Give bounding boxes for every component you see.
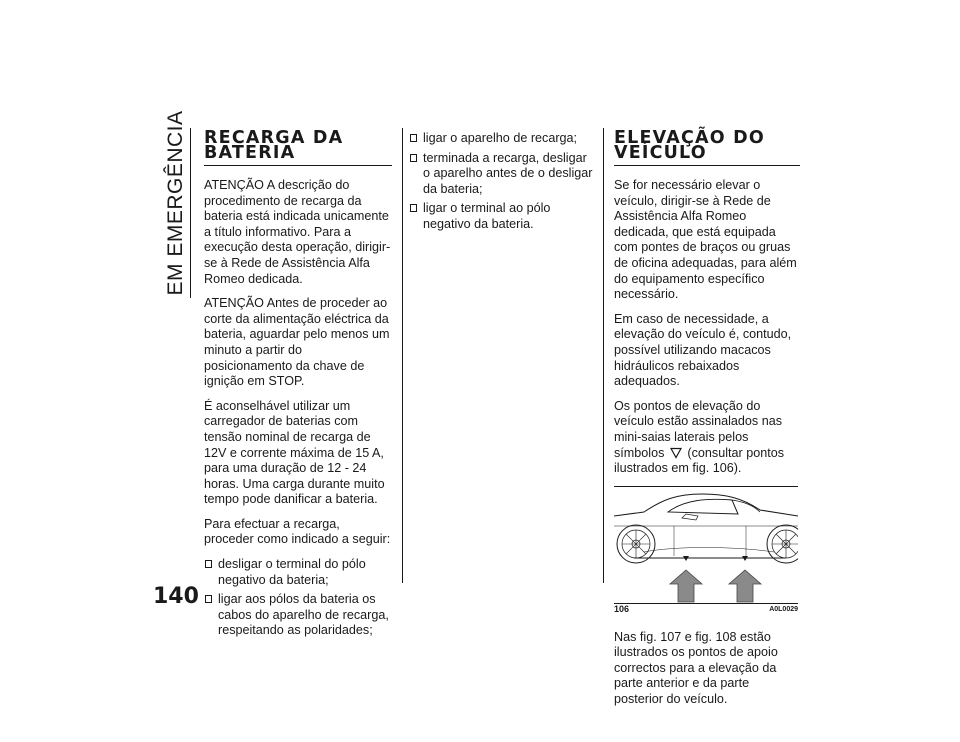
page-number: 140 — [153, 584, 199, 609]
heading-line-1: RECARGA DA — [204, 128, 344, 148]
list-item-text: desligar o terminal do pólo negativo da bateria; — [218, 557, 366, 587]
figure-number: 106 — [614, 604, 630, 615]
lifting-point-triangle-icon — [670, 447, 682, 459]
list-item-text: ligar aos pólos da bateria os cabos do aparelho de recarga, respeitando as polaridades; — [218, 592, 389, 638]
list-item-text: ligar o aparelho de recarga; — [423, 131, 578, 145]
list-item — [204, 557, 392, 588]
checkbox-bullet-icon — [410, 204, 417, 212]
heading-battery-recharge — [204, 128, 392, 166]
paragraph-text-before: Os pontos de elevação do veículo estão assinalados nas mini-saias laterais pelos símbolos — [614, 398, 783, 460]
heading-vehicle-lifting — [614, 128, 800, 166]
checkbox-bullet-icon — [205, 560, 212, 568]
column-divider-1 — [402, 128, 403, 583]
procedure-list-2 — [409, 131, 595, 233]
side-divider — [190, 128, 191, 298]
checkbox-bullet-icon — [205, 595, 212, 603]
paragraph-text-after: (consultar pontos ilustrados em fig. 106). — [614, 445, 785, 476]
list-item — [409, 151, 595, 198]
list-item — [409, 201, 595, 232]
heading-line-1: ELEVAÇÃO DO — [614, 128, 765, 148]
figure-code: A0L0029 — [769, 606, 798, 614]
procedure-list-1 — [204, 557, 392, 639]
paragraph-lifting-service: Se for necessário elevar o veículo, dirigir-se à Rede de Assistência Alfa Romeo dedicada, que está equipada com pontes de braços ou gruas de oficina adequadas, para além do equipamento específico necessário. — [614, 178, 797, 302]
paragraph-warning-info: ATENÇÃO A descrição do procedimento de recarga da bateria está indicada unicamente a título informativo. Para a execução desta operação, dirigir-se à Rede de Assistência Alfa Romeo dedicada. — [204, 178, 391, 286]
checkbox-bullet-icon — [410, 134, 417, 142]
car-lifting-illustration — [614, 486, 798, 604]
list-item — [409, 131, 595, 147]
paragraph-lifting-jacks: Em caso de necessidade, a elevação do veículo é, contudo, possível utilizando macacos hidráulicos rebaixados adequados. — [614, 311, 792, 389]
column-procedure-continued — [409, 131, 595, 237]
list-item-text: terminada a recarga, desligar o aparelho antes de o desligar da bateria; — [423, 150, 593, 196]
heading-line-2: BATERIA — [204, 143, 296, 163]
list-item — [204, 592, 392, 639]
figure-lifting-points — [614, 486, 798, 618]
heading-line-2: VEÍCULO — [614, 143, 707, 163]
checkbox-bullet-icon — [410, 154, 417, 162]
column-battery-recharge — [204, 128, 392, 643]
list-item-text: ligar o terminal ao pólo negativo da bateria. — [423, 201, 551, 231]
column-divider-2 — [603, 128, 604, 583]
paragraph-procedure-intro: Para efectuar a recarga, proceder como indicado a seguir: — [204, 516, 391, 547]
paragraph-warning-wait: ATENÇÃO Antes de proceder ao corte da alimentação eléctrica da bateria, aguardar pelo menos um minuto a partir do posicionamento da chave de ignição em STOP. — [204, 296, 390, 389]
paragraph-support-points: Nas fig. 107 e fig. 108 estão ilustrados os pontos de apoio correctos para a elevação da parte anterior e da parte posterior do veículo. — [614, 629, 778, 707]
section-side-label-text: EM EMERGÊNCIA — [164, 110, 187, 296]
column-vehicle-lifting — [614, 128, 800, 717]
paragraph-charger-advice: É aconselhável utilizar um carregador de baterias com tensão nominal de recarga de 12V e corrente máxima de 15 A, para uma duração de 12 - 24 horas. Uma carga durante muito tempo pode danificar a bateria. — [204, 398, 385, 507]
paragraph-lifting-symbols — [614, 399, 800, 477]
